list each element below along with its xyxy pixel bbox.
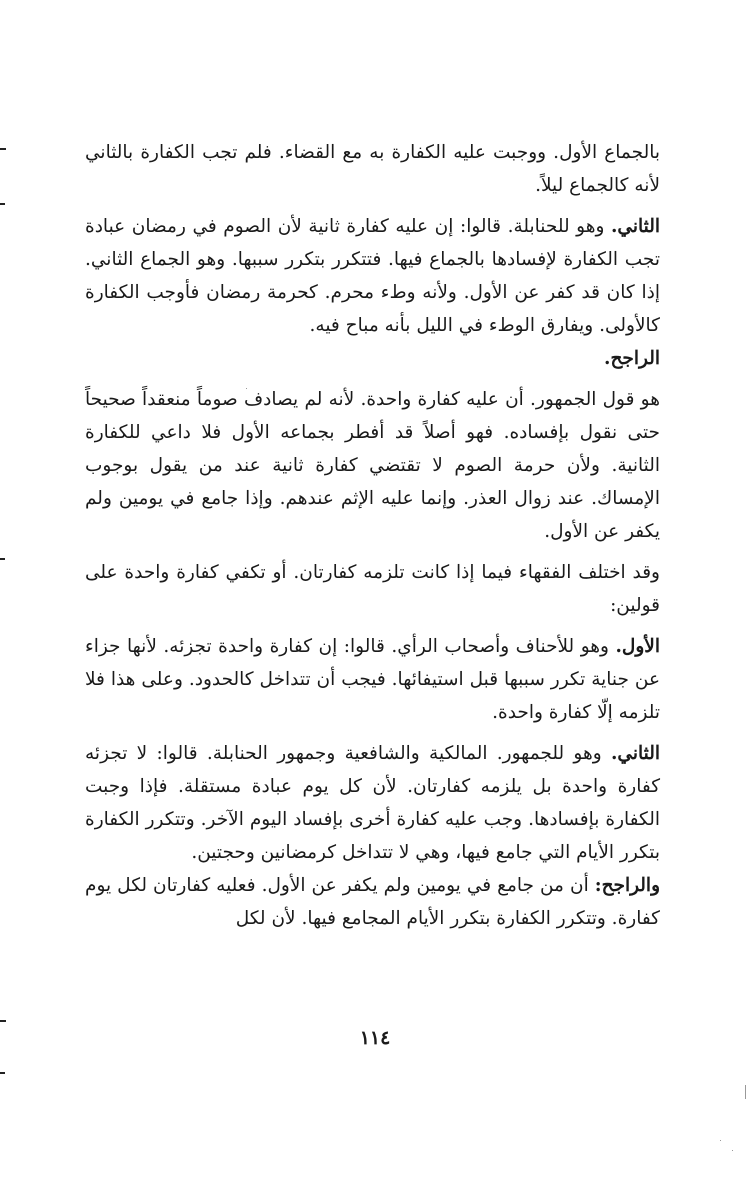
page-number: ١١٤ — [359, 1027, 391, 1049]
paragraph — [85, 210, 660, 342]
scan-speck — [720, 1140, 721, 1141]
paragraph-lead: الأول. — [615, 636, 660, 657]
edge-mark — [0, 558, 5, 560]
paragraph-text: وهو للحنابلة. قالوا: إن عليه كفارة ثانية لأن الصوم في رمضان عبادة تجب الكفارة لإفسادها بالجماع فيها. فتتكرر بتكرر سببها. وهو الجماع الثاني. إذا كان قد كفر عن الأول. ولأنه وطء محرم. كحرمة رمضان فأوجب الكفارة كالأولى. ويفارق الوطء في الليل بأنه مباح فيه. — [85, 216, 660, 336]
edge-mark — [0, 1072, 5, 1074]
paragraph — [85, 737, 660, 869]
paragraph — [85, 869, 660, 935]
paragraph-lead: الثاني. — [610, 216, 660, 237]
edge-mark — [0, 203, 5, 205]
paragraph-text: هو قول الجمهور. أن عليه كفارة واحدة. لأنه لم يصادف صوماً منعقداً صحيحاً حتى نقول بإفساده. فهو أصلاً قد أفطر بجماعه الأول فلا داعي للكفارة الثانية. ولأن حرمة الصوم لا تقتضي كفارة ثانية عند من يقول بوجوب الإمساك. عند زوال العذر. وإنما عليه الإثم عندهم. وإذا جامع في يومين ولم يكفر عن الأول. — [85, 389, 660, 542]
paragraph-text: وقد اختلف الفقهاء فيما إذا كانت تلزمه كفارتان. أو تكفي كفارة واحدة على قولين: — [85, 562, 660, 616]
paragraph — [85, 556, 660, 622]
paragraph — [85, 383, 660, 548]
paragraph-text: وهو للأحناف وأصحاب الرأي. قالوا: إن كفارة واحدة تجزئه. لأنها جزاء عن جناية تكرر سببها قبل استيفائها. فيجب أن تتداخل كالحدود. وعلى هذا فلا تلزمه إلّا كفارة واحدة. — [85, 636, 660, 723]
edge-mark — [0, 148, 6, 150]
paragraph-lead: والراجح: — [594, 875, 660, 896]
scan-speck — [732, 1150, 733, 1151]
paragraph-lead: الراجح. — [604, 348, 660, 369]
body-text — [85, 136, 660, 935]
scan-speck — [745, 1085, 746, 1099]
paragraph-text: أن من جامع في يومين ولم يكفر عن الأول. فعليه كفارتان لكل يوم كفارة. وتتكرر الكفارة بتكرر الأيام المجامع فيها. لأن لكل — [85, 875, 660, 929]
paragraph-text: بالجماع الأول. ووجبت عليه الكفارة به مع القضاء. فلم تجب الكفارة بالثاني لأنه كالجماع ليلاً. — [85, 142, 660, 196]
paragraph — [85, 136, 660, 202]
edge-mark — [0, 1020, 6, 1022]
paragraph — [85, 630, 660, 729]
paragraph-text: وهو للجمهور. المالكية والشافعية وجمهور الحنابلة. قالوا: لا تجزئه كفارة واحدة بل يلزمه كفارتان. لأن كل يوم عبادة مستقلة. فإذا وجبت الكفارة بإفسادها. وجب عليه كفارة أخرى بإفساد اليوم الآخر. وتتكرر الكفارة بتكرر الأيام التي جامع فيها، وهي لا تتداخل كرمضانين وحجتين. — [85, 743, 660, 863]
section-heading — [85, 342, 660, 375]
paragraph-lead: الثاني. — [610, 743, 660, 764]
